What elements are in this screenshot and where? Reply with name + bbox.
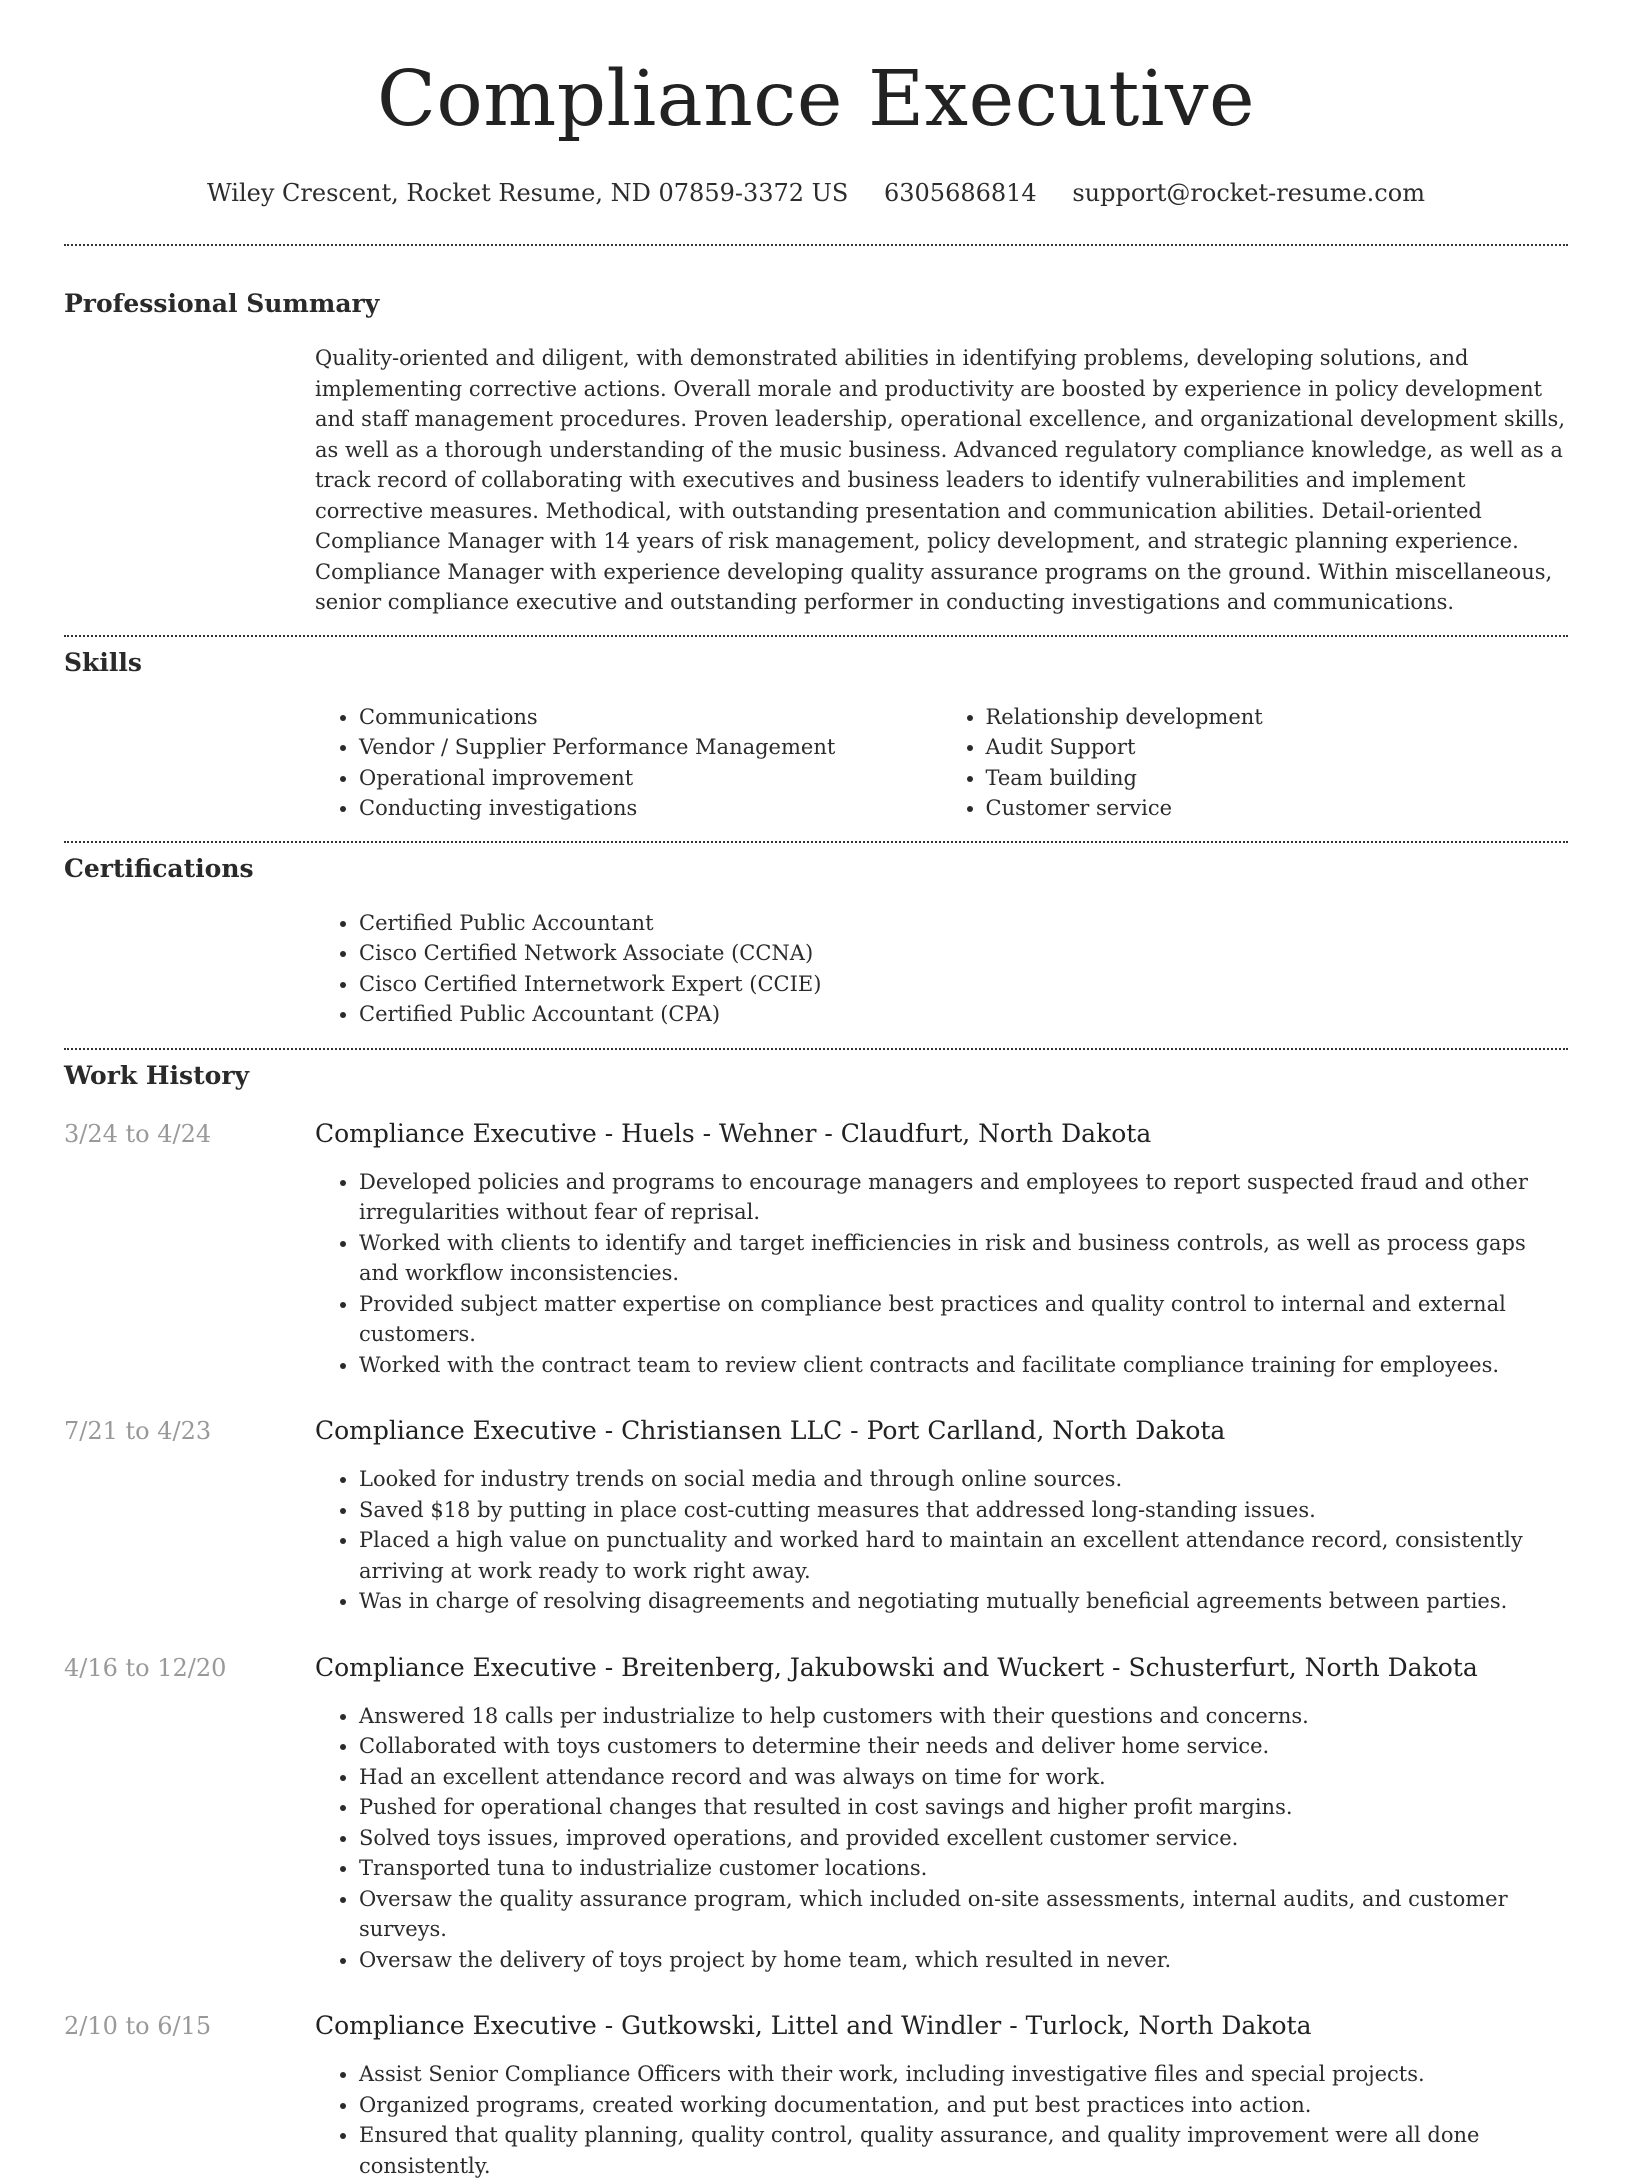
job-entry [64, 1653, 1568, 1976]
section-title-work: Work History [64, 1061, 1568, 1091]
skill-item: • Team building [986, 763, 1569, 794]
divider-skills [64, 841, 1568, 843]
skills-column-left [315, 702, 942, 824]
summary-text: Quality-oriented and diligent, with demonstrated abilities in identifying problems, developing solutions, and implementing corrective actions. Overall morale and productivity are boosted by experience in policy development and staff management procedures. Proven leadership, operational excellence, and organizational development skills, as well as a thorough understanding of the music business. Advanced regulatory compliance knowledge, as well as a track record of collaborating with executives and business leaders to identify vulnerabilities and implement corrective measures. Methodical, with outstanding presentation and communication abilities. Detail-oriented Compliance Manager with 14 years of risk management, policy development, and strategic planning experience. Compliance Manager with experience developing quality assurance programs on the ground. Within miscellaneous, senior compliance executive and outstanding performer in conducting investigations and communications. [315, 343, 1568, 618]
section-summary [64, 289, 1568, 618]
job-bullets [315, 1464, 1568, 1617]
certifications-list [315, 908, 1568, 1030]
skill-item: • Operational improvement [359, 763, 942, 794]
skills-list [315, 702, 1568, 824]
job-date: 4/16 to 12/20 [64, 1653, 315, 1976]
divider-summary [64, 635, 1568, 637]
certification-item: • Certified Public Accountant [359, 908, 1568, 939]
job-bullet: • Developed policies and programs to encourage managers and employees to report suspected fraud and other irregularities without fear of reprisal. [359, 1167, 1568, 1228]
job-date: 2/10 to 6/15 [64, 2011, 315, 2181]
job-bullet: • Worked with the contract team to review client contracts and facilitate compliance training for employees. [359, 1350, 1568, 1381]
contact-phone: 6305686814 [884, 179, 1037, 207]
section-title-skills: Skills [64, 648, 1568, 678]
job-title: Compliance Executive - Breitenberg, Jakubowski and Wuckert - Schusterfurt, North Dakota [315, 1653, 1568, 1683]
job-bullet: • Had an excellent attendance record and was always on time for work. [359, 1762, 1568, 1793]
job-bullet: • Transported tuna to industrialize customer locations. [359, 1853, 1568, 1884]
job-title: Compliance Executive - Gutkowski, Littel and Windler - Turlock, North Dakota [315, 2011, 1568, 2041]
job-bullet: • Organized programs, created working documentation, and put best practices into action. [359, 2090, 1568, 2121]
divider-certifications [64, 1048, 1568, 1050]
job-bullet: • Provided subject matter expertise on compliance best practices and quality control to internal and external customers. [359, 1289, 1568, 1350]
contact-address: Wiley Crescent, Rocket Resume, ND 07859-3372 US [207, 179, 848, 207]
job-bullet: • Worked with clients to identify and target inefficiencies in risk and business controls, as well as process gaps and workflow inconsistencies. [359, 1228, 1568, 1289]
job-bullet: • Oversaw the quality assurance program, which included on-site assessments, internal audits, and customer surveys. [359, 1884, 1568, 1945]
skill-item: • Customer service [986, 793, 1569, 824]
skill-item: • Conducting investigations [359, 793, 942, 824]
certification-item: • Cisco Certified Network Associate (CCNA) [359, 938, 1568, 969]
section-title-summary: Professional Summary [64, 289, 1568, 319]
job-date: 3/24 to 4/24 [64, 1119, 315, 1381]
job-bullet: • Looked for industry trends on social media and through online sources. [359, 1464, 1568, 1495]
skill-item: • Communications [359, 702, 942, 733]
job-bullet: • Was in charge of resolving disagreements and negotiating mutually beneficial agreements between parties. [359, 1586, 1568, 1617]
job-bullet: • Assist Senior Compliance Officers with their work, including investigative files and special projects. [359, 2059, 1568, 2090]
job-bullets [315, 2059, 1568, 2181]
resume-page [64, 0, 1568, 2112]
certification-item: • Cisco Certified Internetwork Expert (CCIE) [359, 969, 1568, 1000]
job-title: Compliance Executive - Christiansen LLC - Port Carlland, North Dakota [315, 1416, 1568, 1446]
section-skills [64, 648, 1568, 824]
job-bullet: • Oversaw the delivery of toys project by home team, which resulted in never. [359, 1945, 1568, 1976]
job-entry [64, 2011, 1568, 2181]
certification-item: • Certified Public Accountant (CPA) [359, 999, 1568, 1030]
section-title-certifications: Certifications [64, 854, 1568, 884]
contact-email: support@rocket-resume.com [1072, 179, 1425, 207]
job-title: Compliance Executive - Huels - Wehner - Claudfurt, North Dakota [315, 1119, 1568, 1149]
job-bullet: • Ensured that quality planning, quality control, quality assurance, and quality improvement were all done consistently. [359, 2120, 1568, 2181]
resume-name: Compliance Executive [64, 0, 1568, 144]
skill-item: • Audit Support [986, 732, 1569, 763]
job-bullet: • Placed a high value on punctuality and worked hard to maintain an excellent attendance record, consistently arriving at work ready to work right away. [359, 1525, 1568, 1586]
job-entry [64, 1416, 1568, 1617]
section-certifications [64, 854, 1568, 1030]
job-bullet: • Answered 18 calls per industrialize to help customers with their questions and concerns. [359, 1701, 1568, 1732]
job-date: 7/21 to 4/23 [64, 1416, 315, 1617]
skill-item: • Vendor / Supplier Performance Management [359, 732, 942, 763]
skills-column-right [942, 702, 1569, 824]
job-bullet: • Saved $18 by putting in place cost-cutting measures that addressed long-standing issues. [359, 1495, 1568, 1526]
job-entry [64, 1119, 1568, 1381]
skill-item: • Relationship development [986, 702, 1569, 733]
divider-header [64, 244, 1568, 246]
job-bullet: • Collaborated with toys customers to determine their needs and deliver home service. [359, 1731, 1568, 1762]
job-bullet: • Solved toys issues, improved operations, and provided excellent customer service. [359, 1823, 1568, 1854]
section-work-history [64, 1061, 1568, 2181]
job-bullet: • Pushed for operational changes that resulted in cost savings and higher profit margins. [359, 1792, 1568, 1823]
job-bullets [315, 1167, 1568, 1381]
job-bullets [315, 1701, 1568, 1976]
contact-line [64, 178, 1568, 208]
